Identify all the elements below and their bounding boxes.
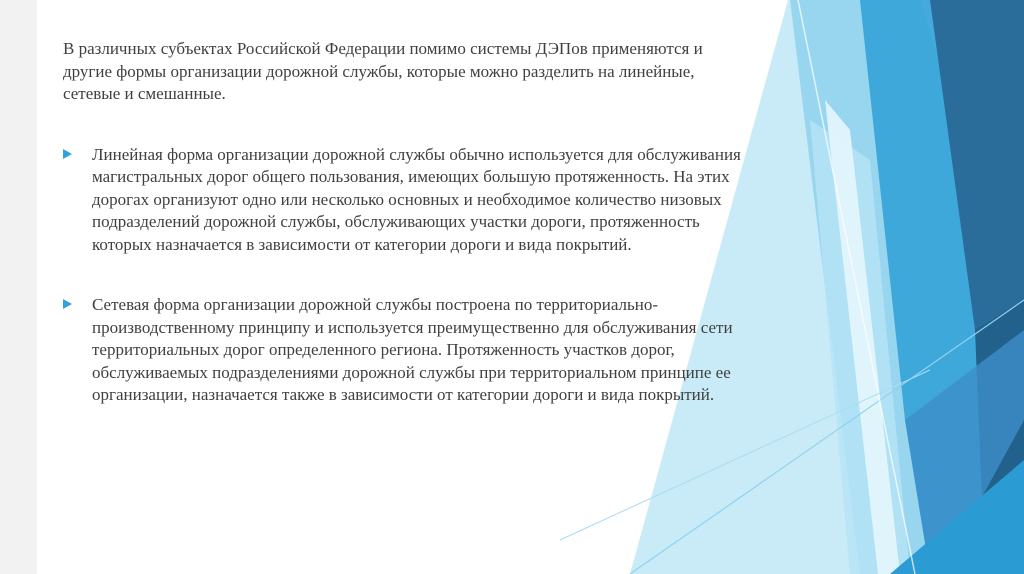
intro-paragraph: В различных субъектах Российской Федерации помимо системы ДЭПов применяются и другие формы организации дорожной службы, которые можно разделить на линейные, сетевые и смешанные. bbox=[63, 39, 703, 103]
triangle-bullet-icon bbox=[63, 299, 72, 309]
bullet-text-linear: Линейная форма организации дорожной службы обычно используется для обслуживания магистральных дорог общего пользования, имеющих большую протяженность. На этих дорогах организуют одно или несколько основных и необходимое количество низовых подразделений дорожной службы, обслуживающих участки дороги, протяженность которых назначается в зависимости от категории дороги и вида покрытий. bbox=[92, 144, 741, 254]
triangle-bullet-icon bbox=[63, 149, 72, 159]
bullet-item-network bbox=[63, 294, 753, 407]
bullet-text-network: Сетевая форма организации дорожной службы построена по территориально-производственному принципу и используется преимущественно для обслуживания сети территориальных дорог определенного региона. Протяженность участков дорог, обслуживаемых подразделениями дорожной службы при территориальном принципе ее организации, назначается также в зависимости от категории дороги и вида покрытий. bbox=[92, 295, 733, 404]
bullet-item-linear bbox=[63, 144, 753, 257]
slide-content bbox=[63, 38, 753, 445]
